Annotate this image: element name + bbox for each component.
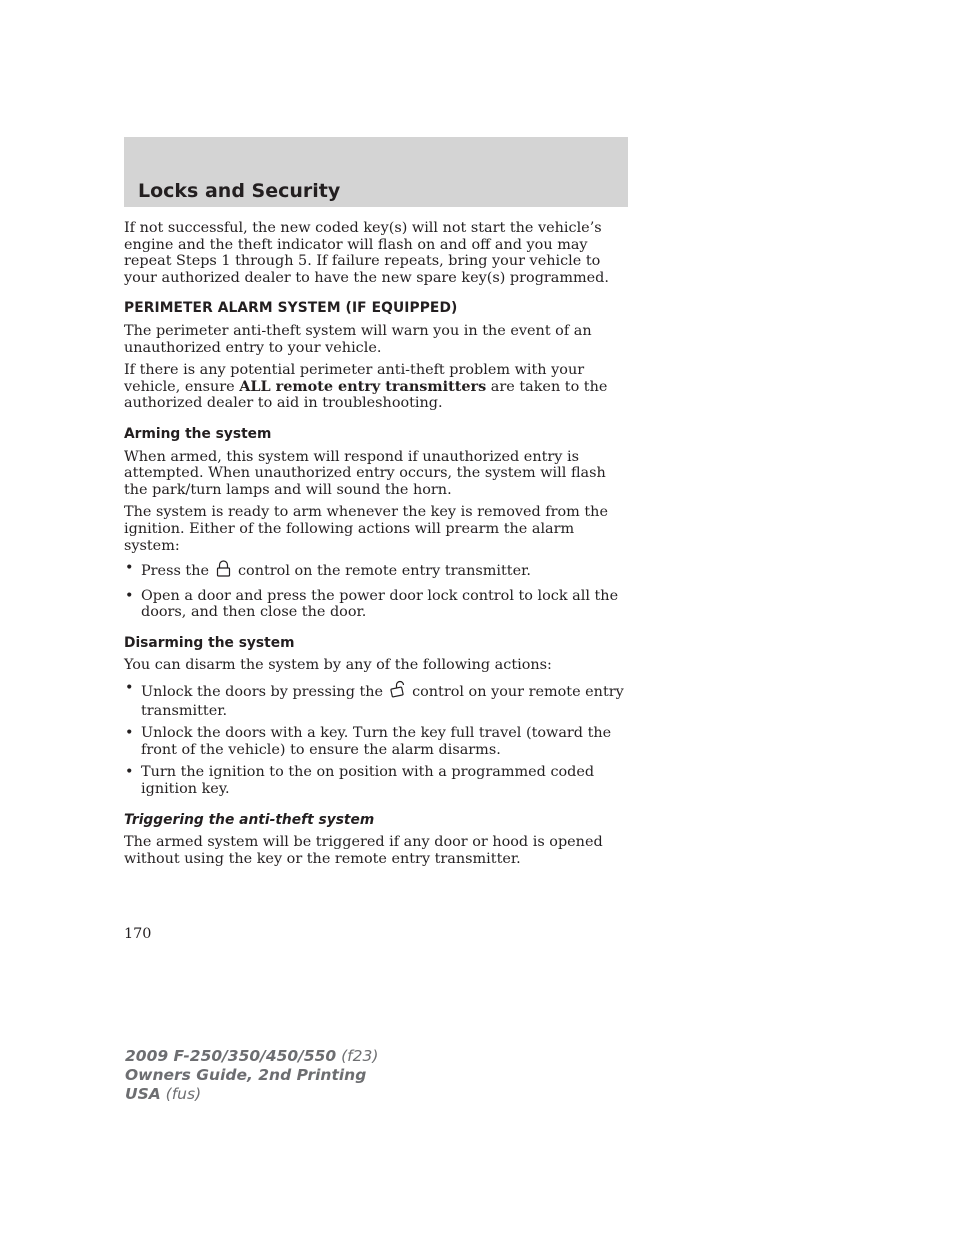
- disarming-paragraph-1: You can disarm the system by any of the following actions:: [124, 657, 552, 674]
- bullet-dot: •: [125, 725, 134, 742]
- footer-model-code: (f23): [336, 1047, 379, 1065]
- triggering-paragraph: The armed system will be triggered if any door or hood is opened without using the key or the remote entry transmitter.: [124, 834, 603, 867]
- bullet-dot: •: [125, 764, 134, 781]
- bullet-dot: •: [125, 560, 134, 577]
- arming-list: [124, 560, 628, 621]
- list-item: [124, 680, 628, 719]
- footer-market-code: (fus): [160, 1085, 202, 1103]
- perimeter-paragraph-2: [124, 362, 628, 412]
- footer-line-1: [125, 1047, 378, 1066]
- section-title: Locks and Security: [138, 180, 341, 202]
- perimeter-heading: PERIMETER ALARM SYSTEM (IF EQUIPPED): [124, 300, 458, 317]
- footer-line-2: Owners Guide, 2nd Printing: [125, 1066, 367, 1084]
- disarming-heading: Disarming the system: [124, 634, 295, 651]
- page-content: [124, 220, 628, 873]
- document-footer: [125, 1047, 378, 1104]
- disarming-b1-before: Unlock the doors by pressing the: [141, 684, 384, 701]
- list-item: [124, 764, 628, 797]
- perimeter-p2-before: If there is any potential perimeter anti-theft problem with your vehicle, ensure: [124, 362, 585, 395]
- section-header-band: [124, 137, 628, 207]
- list-item: [124, 725, 628, 758]
- perimeter-p2-after: are taken to the authorized dealer to aid in troubleshooting.: [124, 378, 608, 412]
- disarming-b3: Turn the ignition to the on position with a programmed coded ignition key.: [141, 764, 595, 798]
- disarming-b1-after: control on your remote entry transmitter.: [141, 684, 624, 719]
- footer-market: USA: [125, 1085, 161, 1103]
- intro-paragraph: If not successful, the new coded key(s) will not start the vehicle’s engine and the theft indicator will flash on and off and you may repeat Steps 1 through 5. If failure repeats, bring your vehicle to your authorized dealer to have the new spare key(s) programmed.: [124, 220, 609, 286]
- unlock-icon: [389, 680, 406, 703]
- bullet-dot: •: [125, 587, 134, 604]
- arming-paragraph-1: When armed, this system will respond if unauthorized entry is attempted. When unauthorized entry occurs, the system will flash the park/turn lamps and will sound the horn.: [124, 448, 606, 498]
- triggering-heading: Triggering the anti-theft system: [124, 811, 375, 828]
- lock-icon: [215, 560, 232, 582]
- arming-b1-before: Press the: [141, 563, 209, 580]
- footer-line-3: [125, 1085, 378, 1104]
- disarming-b2: Unlock the doors with a key. Turn the key full travel (toward the front of the vehicle) to ensure the alarm disarms.: [141, 725, 612, 758]
- page-number: 170: [124, 926, 152, 942]
- list-item: [124, 560, 628, 582]
- arming-paragraph-2: The system is ready to arm whenever the key is removed from the ignition. Either of the following actions will prearm the alarm system:: [124, 504, 608, 554]
- arming-b2: Open a door and press the power door lock control to lock all the doors, and then close the door.: [141, 587, 619, 621]
- perimeter-p2-bold: ALL remote entry transmitters: [239, 377, 487, 395]
- footer-model: 2009 F-250/350/450/550: [125, 1047, 337, 1065]
- disarming-list: [124, 680, 628, 798]
- arming-heading: Arming the system: [124, 425, 272, 442]
- perimeter-paragraph-1: The perimeter anti-theft system will warn you in the event of an unauthorized entry to your vehicle.: [124, 322, 592, 356]
- list-item: [124, 588, 628, 621]
- arming-b1-after: control on the remote entry transmitter.: [238, 563, 531, 580]
- bullet-dot: •: [125, 680, 134, 697]
